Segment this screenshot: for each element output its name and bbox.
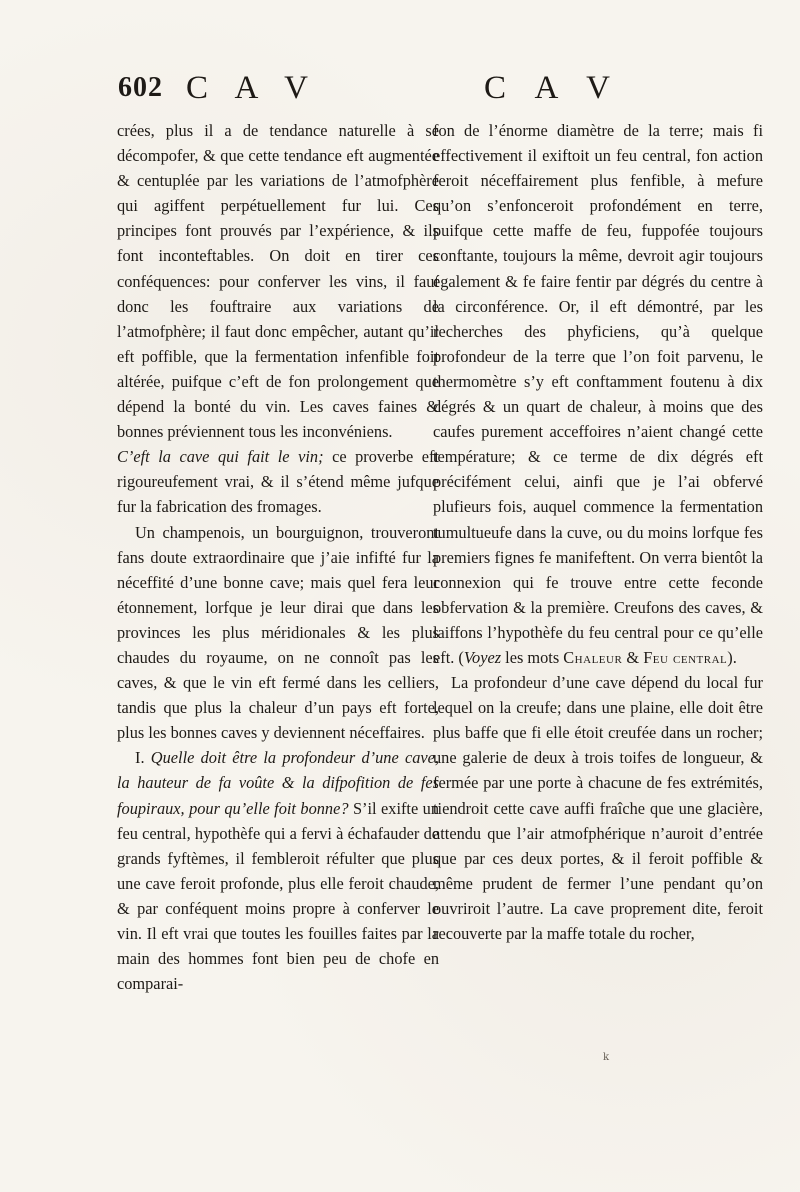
right-text-column xyxy=(433,118,763,946)
paragraph-2: Un champenois, un bourguignon, trouveront fans doute extraordinaire que j’aie infifté fur la néceffité d’une bonne cave; mais quel fera leur étonnement, lorfque je leur dirai que dans les provinces les plus méridionales & les plus chaudes du royaume, on ne connoît pas les caves, & que le vin eft fermé dans les celliers, tandis que plus la chaleur d’un pays eft forte, plus les bonnes caves y deviennent néceffaires. xyxy=(117,522,439,743)
section-heading xyxy=(117,745,439,996)
reference-close: ). xyxy=(727,647,737,667)
running-header xyxy=(0,70,800,110)
paragraph-1: crées, plus il a de tendance naturelle à se décompofer, & que cette tendance eft augmentée & centuplée par les variations de l’atmofphère qui agiffent perpétuellement fur lui. Ces principes font prouvés par l’expérience, & ils font inconteftables. On doit en tirer ces conféquences: pour conferver les vins, il faut donc les fouftraire aux variations de l’atmofphère; il faut donc empêcher, autant qu’il eft poffible, que la fermentation infenfible foit altérée, puifque c’eft de fon prolongement que dépend la bonté du vin. Les caves faines & bonnes préviennent tous les inconvéniens. xyxy=(117,121,439,442)
right-paragraph-1 xyxy=(433,118,763,670)
reference-chaleur: Chaleur xyxy=(563,647,623,667)
left-text-column xyxy=(117,118,439,996)
right-paragraph-1-main: fon de l’énorme diamètre de la terre; mais fi effectivement il exiftoit un feu central, fon action feroit néceffairement plus fenfible, à mefure qu’on s’enfonceroit profondément en terre, puifque cette maffe de feu, fuppofée toujours conftante, toujours la même, devroit agir toujours également & fe faire fentir par dégrés du centre à la circonférence. Or, il eft démontré, par les recherches des phyficiens, qu’à quelque profondeur de la terre que l’on foit parvenu, le thermomètre s’y eft conftamment foutenu à dix dégrés & un quart de chaleur, à moins que des caufes purement acceffoires n’aient changé cette température; & ce terme de dix dégrés eft précifément celui, ainfi que je l’ai obfervé plufieurs fois, auquel commence la fermentation tumultueufe dans la cuve, ou du moins lorfque fes premiers fignes fe manifeftent. On verra bientôt la connexion qui fe trouve entre cette feconde obfervation & la première. Creufons des caves, & laiffons l’hypothèfe du feu central pour ce qu’elle eft. ( xyxy=(433,121,763,667)
proverb-italic: C’eft la cave qui fait le vin; xyxy=(117,447,324,467)
header-left-title: C A V xyxy=(186,70,318,106)
header-right-title: C A V xyxy=(484,70,621,106)
footer-mark: k xyxy=(603,1052,610,1063)
section-body: S’il exifte un feu central, hypothèfe qui a fervi à échafauder de grands fyftèmes, il fembleroit réfulter que plus une cave feroit profonde, plus elle feroit chaude, & par conféquent moins propre à conferver le vin. Il eft vrai que toutes les fouilles faites par la main des hommes font bien peu de chofe en comparai- xyxy=(117,798,439,994)
right-paragraph-2: La profondeur d’une cave dépend du local fur lequel on la creufe; dans une plaine, elle doit être plus baffe que fi elle étoit creufée dans un rocher; une galerie de deux à trois toifes de longueur, & fermée par une porte à chacune de fes extrémités, tiendroit cette cave auffi fraîche que une glacière, attendu que l’air atmofphérique n’auroit d’entrée que par ces deux portes, & il feroit poffible & même prudent de fermer l’une pendant qu’on ouvriroit l’autre. La cave proprement dite, feroit recouverte par la maffe totale du rocher, xyxy=(433,673,763,943)
section-question: Quelle doit être la profondeur d’une cave, la hauteur de fa voûte & la difpofition de fes foupiraux, pour qu’elle foit bonne? xyxy=(117,748,439,818)
reference-and: & xyxy=(622,647,644,667)
proverb-tail: ce proverbe eft rigoureufement vrai, & il s’étend même jufque fur la fabrication des fromages. xyxy=(117,447,439,517)
reference-feu-central: Feu central xyxy=(643,647,728,667)
section-number: I. xyxy=(135,748,145,768)
reference-mots: les mots xyxy=(501,647,564,667)
proverb-line xyxy=(117,444,439,519)
page-number: 602 xyxy=(118,72,163,103)
reference-voyez: Voyez xyxy=(463,647,502,667)
